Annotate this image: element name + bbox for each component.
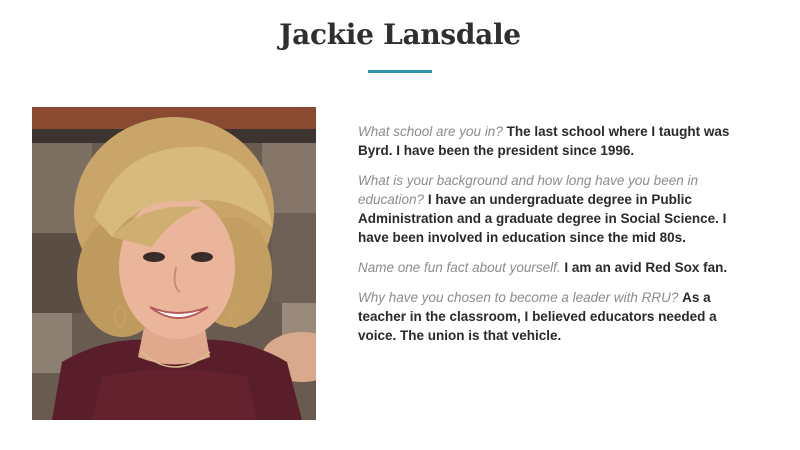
question: What is your background and how long have you been in education? xyxy=(358,173,698,207)
qa-item-leader xyxy=(358,288,758,345)
answer: I am an avid Red Sox fan. xyxy=(564,260,728,275)
qa-item-school xyxy=(358,122,758,160)
qa-list xyxy=(358,122,758,356)
question: What school are you in? xyxy=(358,124,507,139)
page-title: Jackie Lansdale xyxy=(279,18,521,51)
qa-item-fun-fact xyxy=(358,258,758,277)
portrait-photo-icon xyxy=(32,107,316,420)
question: Name one fun fact about yourself. xyxy=(358,260,565,275)
profile-photo xyxy=(32,107,316,420)
question: Why have you chosen to become a leader with RRU? xyxy=(358,290,683,305)
answer: I have an undergraduate degree in Public Administration and a graduate degree in Social Science. I have been involved in education since the mid 80s. xyxy=(358,192,727,245)
title-underline xyxy=(368,70,432,73)
answer: As a teacher in the classroom, I believed educators needed a voice. The union is that vehicle. xyxy=(358,290,717,343)
answer: The last school where I taught was Byrd. I have been the president since 1996. xyxy=(358,124,730,158)
qa-item-background xyxy=(358,171,758,247)
